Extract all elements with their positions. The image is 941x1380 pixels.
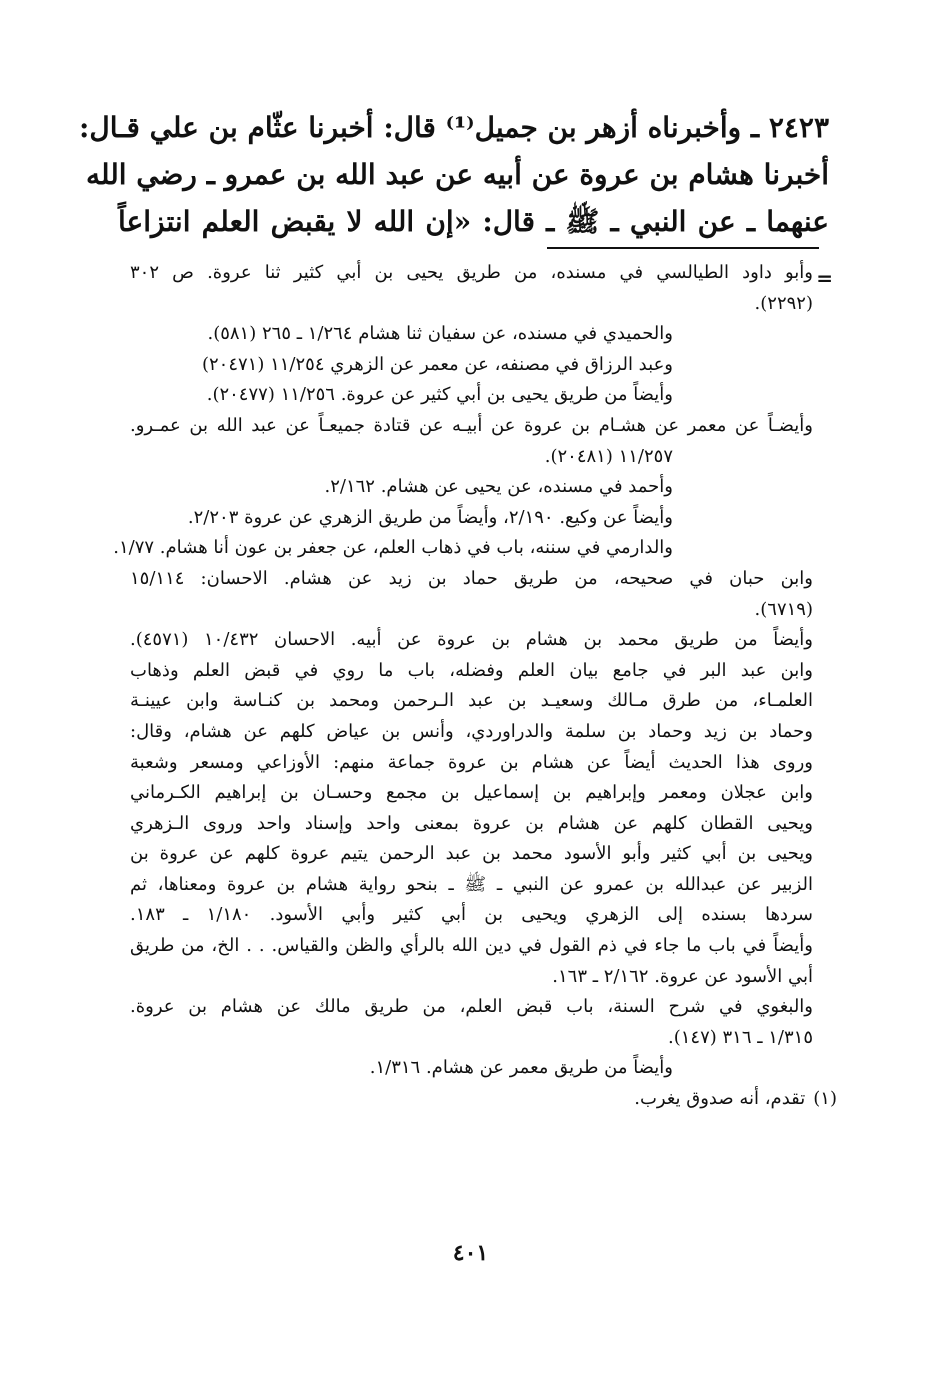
footnote-separator: [547, 247, 819, 249]
footnote-line: وحماد بن زيد وحماد بن سلمة والدراوردي، وأنس بن عياض كلهم عن هشام، وقال:: [130, 720, 813, 742]
footnote-line: وأيضـاً عن معمر عن هشـام بن عروة عن أبيـه عن قتادة جميعـاً عن عبد الله بن عمـرو.: [130, 414, 813, 436]
footnote-line: وأيضاً في باب ما جاء في ذم القول في دين الله بالرأي والظن والقياس. . . الخ، من طريق: [130, 935, 813, 957]
footnote-line: وابن عجلان ومعمر وإبراهيم بن إسماعيل بن مجمع وحسـان بن إبراهيم الكـرماني: [130, 782, 813, 804]
footnote-line: الزبير عن عبدالله بن عمرو عن النبي ـ ﷺ ـ بنحو رواية هشام بن عروة ومعناها، ثم: [130, 873, 813, 895]
footnote-line: وأحمد في مسنده، عن يحيى عن هشام. ٢/١٦٢.: [324, 476, 673, 498]
footnote-line: والدارمي في سننه، باب في ذهاب العلم، عن جعفر بن عون أنا هشام. ١/٧٧.: [113, 537, 673, 559]
page-number: ٤٠١: [452, 1240, 489, 1266]
footnote-line: وابن عبد البر في جامع بيان العلم وفضله، باب ما روي في قبض العلم وذهاب: [130, 659, 813, 681]
footnote-line: ١١/٢٥٧ (٢٠٤٨١).: [544, 445, 673, 467]
footnote-line: وابن حبان في صحيحه، من طريق حماد بن زيد عن هشام. الاحسان: ١٥/١١٤: [130, 567, 813, 589]
footnote-line: وأيضاً من طريق يحيى بن أبي كثير عن عروة. ١١/٢٥٦ (٢٠٤٧٧).: [206, 384, 673, 406]
footnote-line: والحميدي في مسنده، عن سفيان ثنا هشام ١/٢٦٤ ـ ٢٦٥ (٥٨١).: [207, 323, 673, 345]
footnote-number: (١): [813, 1088, 837, 1110]
footnote-line: وأيضاً عن وكيع. ٢/١٩٠، وأيضاً من طريق الزهري عن عروة ٢/٢٠٣.: [187, 506, 673, 528]
footnote-line: (٢٢٩٢).: [754, 292, 813, 314]
footnote-line: ويحيى بن أبي كثير وأبو الأسود محمد بن عبد الرحمن يتيم عروة كلهم عن عروة بن: [130, 843, 813, 865]
footnote-entry-1: [130, 1084, 837, 1115]
hadith-line: عنهما ـ عن النبي ـ ﷺ ـ قال: «إن الله لا يقبض العلم انتزاعاً: [118, 205, 829, 238]
footnote-line: سردها بسنده إلى الزهري ويحيى بن أبي كثير وأبي الأسود. ١/١٨٠ ـ ١٨٣.: [130, 904, 813, 926]
footnote-line: وروى هذا الحديث أيضاً عن هشام بن عروة جماعة منهم: الأوزاعي ومسعر وشعبة: [130, 751, 813, 773]
hadith-line: أخبرنا هشام بن عروة عن أبيه عن عبد الله بن عمرو ـ رضي الله: [85, 158, 829, 191]
footnote-text: تقدم، أنه صدوق يغرب.: [634, 1088, 806, 1110]
footnote-line: أبي الأسود عن عروة. ٢/١٦٢ ـ ١٦٣.: [552, 965, 813, 987]
footnote-line: والبغوي في شرح السنة، باب قبض العلم، من طريق مالك عن هشام بن عروة.: [130, 996, 813, 1018]
footnote-line: وأبو داود الطيالسي في مسنده، من طريق يحيى بن أبي كثير ثنا عروة. ص ٣٠٢: [130, 262, 813, 283]
footnote-line: ويحيى القطان كلهم عن هشام بن عروة بمعنى واحد وإسناد واحد وروى الـزهري: [130, 812, 813, 834]
hadith-text: [79, 104, 829, 245]
footnote-line: (٦٧١٩).: [754, 598, 813, 620]
footnote-line: وأيضاً من طريق محمد بن هشام بن عروة عن أبيه. الاحسان ١٠/٤٣٢ (٤٥٧١).: [130, 629, 813, 651]
hadith-line: ٢٤٢٣ ـ وأخبرناه أزهر بن جميل⁽¹⁾ قال: أخبرنا عثّام بن علي قـال:: [79, 111, 829, 144]
footnote-line: العلمـاء، من طرق مـالك وسعيـد بن عبد الـرحمن ومحمد بن كنـاسة وابن عيينـة: [130, 690, 813, 712]
footnote-line: وأيضاً من طريق معمر عن هشام. ١/٣١٦.: [369, 1057, 673, 1079]
footnotes-block: [113, 258, 837, 1115]
footnote-line: ١/٣١٥ ـ ٣١٦ (١٤٧).: [668, 1026, 813, 1048]
footnote-continuation-mark: =: [816, 266, 833, 290]
footnote-line: وعبد الرزاق في مصنفه، عن معمر عن الزهري ١١/٢٥٤ (٢٠٤٧١): [201, 353, 673, 375]
